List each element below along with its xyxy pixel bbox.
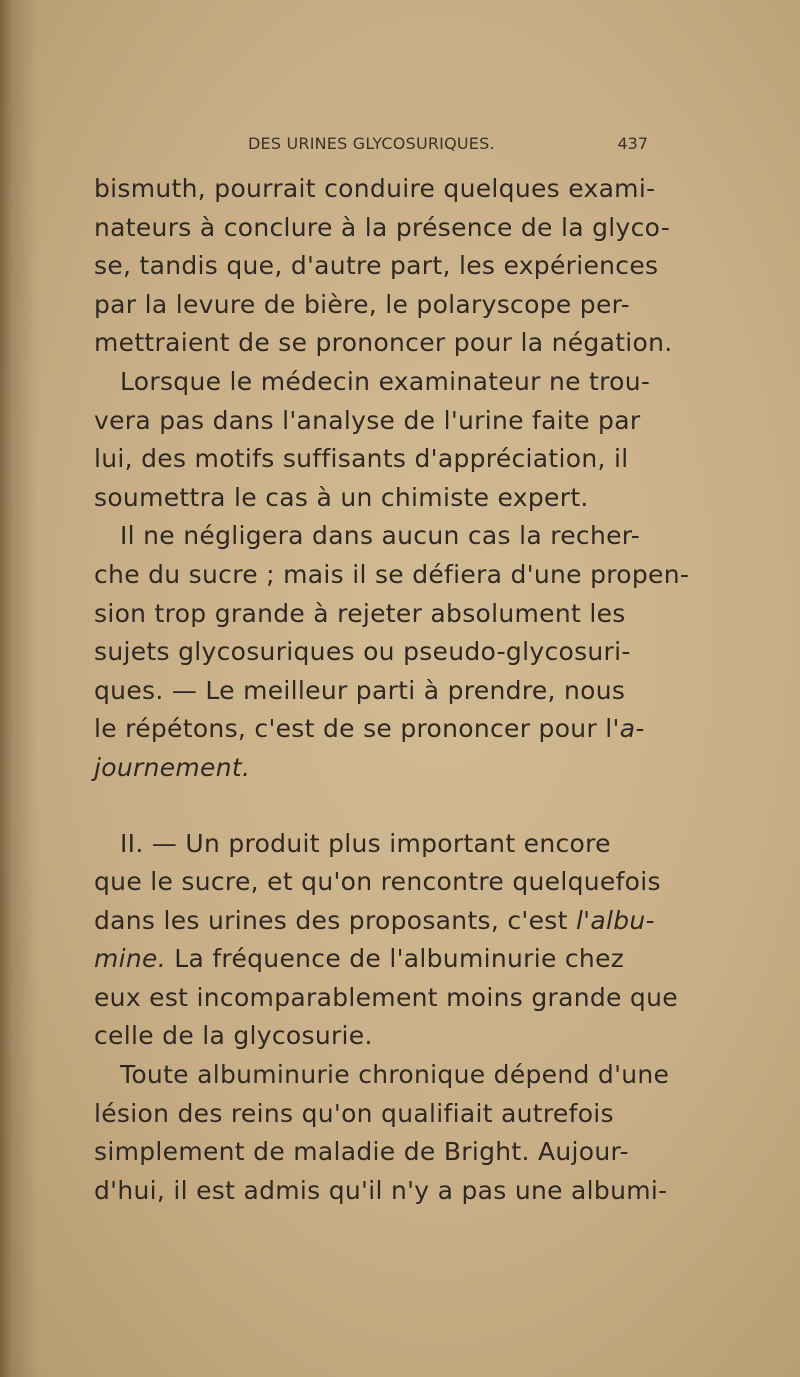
text-line: lésion des reins qu'on qualifiait autrefois (94, 1098, 614, 1128)
text-line: se, tandis que, d'autre part, les expériences (94, 251, 659, 281)
text-line: le répétons, c'est de se prononcer pour l'a- (94, 714, 645, 744)
text-line: sujets glycosuriques ou pseudo-glycosuri- (94, 637, 631, 667)
running-head (96, 134, 656, 158)
text-line: journement. (94, 752, 251, 782)
text-line: sion trop grande à rejeter absolument les (94, 598, 626, 628)
text-line: que le sucre, et qu'on rencontre quelquefois (94, 867, 661, 897)
text-line: Toute albuminurie chronique dépend d'une (120, 1060, 670, 1090)
text-line: mine. La fréquence de l'albuminurie chez (94, 944, 625, 974)
text-line: par la levure de bière, le polaryscope per- (94, 289, 630, 319)
page-number: 437 (617, 134, 648, 153)
text-line: celle de la glycosurie. (94, 1021, 373, 1051)
text-line: che du sucre ; mais il se défiera d'une propen- (94, 559, 690, 589)
text-line: dans les urines des proposants, c'est l'albu- (94, 905, 655, 935)
text-line: vera pas dans l'analyse de l'urine faite par (94, 405, 641, 435)
text-line: II. — Un produit plus important encore (120, 828, 611, 858)
text-line: simplement de maladie de Bright. Aujour- (94, 1137, 629, 1167)
text-line: mettraient de se prononcer pour la négation. (94, 328, 673, 358)
text-line: ques. — Le meilleur parti à prendre, nous (94, 675, 626, 705)
text-line: nateurs à conclure à la présence de la glyco- (94, 212, 671, 242)
text-line: eux est incomparablement moins grande que (94, 982, 678, 1012)
section-gap (94, 788, 654, 825)
running-title: DES URINES GLYCOSURIQUES. (248, 134, 495, 153)
text-line: d'hui, il est admis qu'il n'y a pas une albumi- (94, 1175, 668, 1205)
text-line: Lorsque le médecin examinateur ne trou- (120, 366, 651, 396)
text-line: lui, des motifs suffisants d'appréciation, il (94, 444, 629, 474)
text-line: Il ne négligera dans aucun cas la recher- (120, 521, 641, 551)
text-line: bismuth, pourrait conduire quelques exami- (94, 174, 656, 203)
text-line: soumettra le cas à un chimiste expert. (94, 482, 589, 512)
body-text (94, 170, 690, 1210)
